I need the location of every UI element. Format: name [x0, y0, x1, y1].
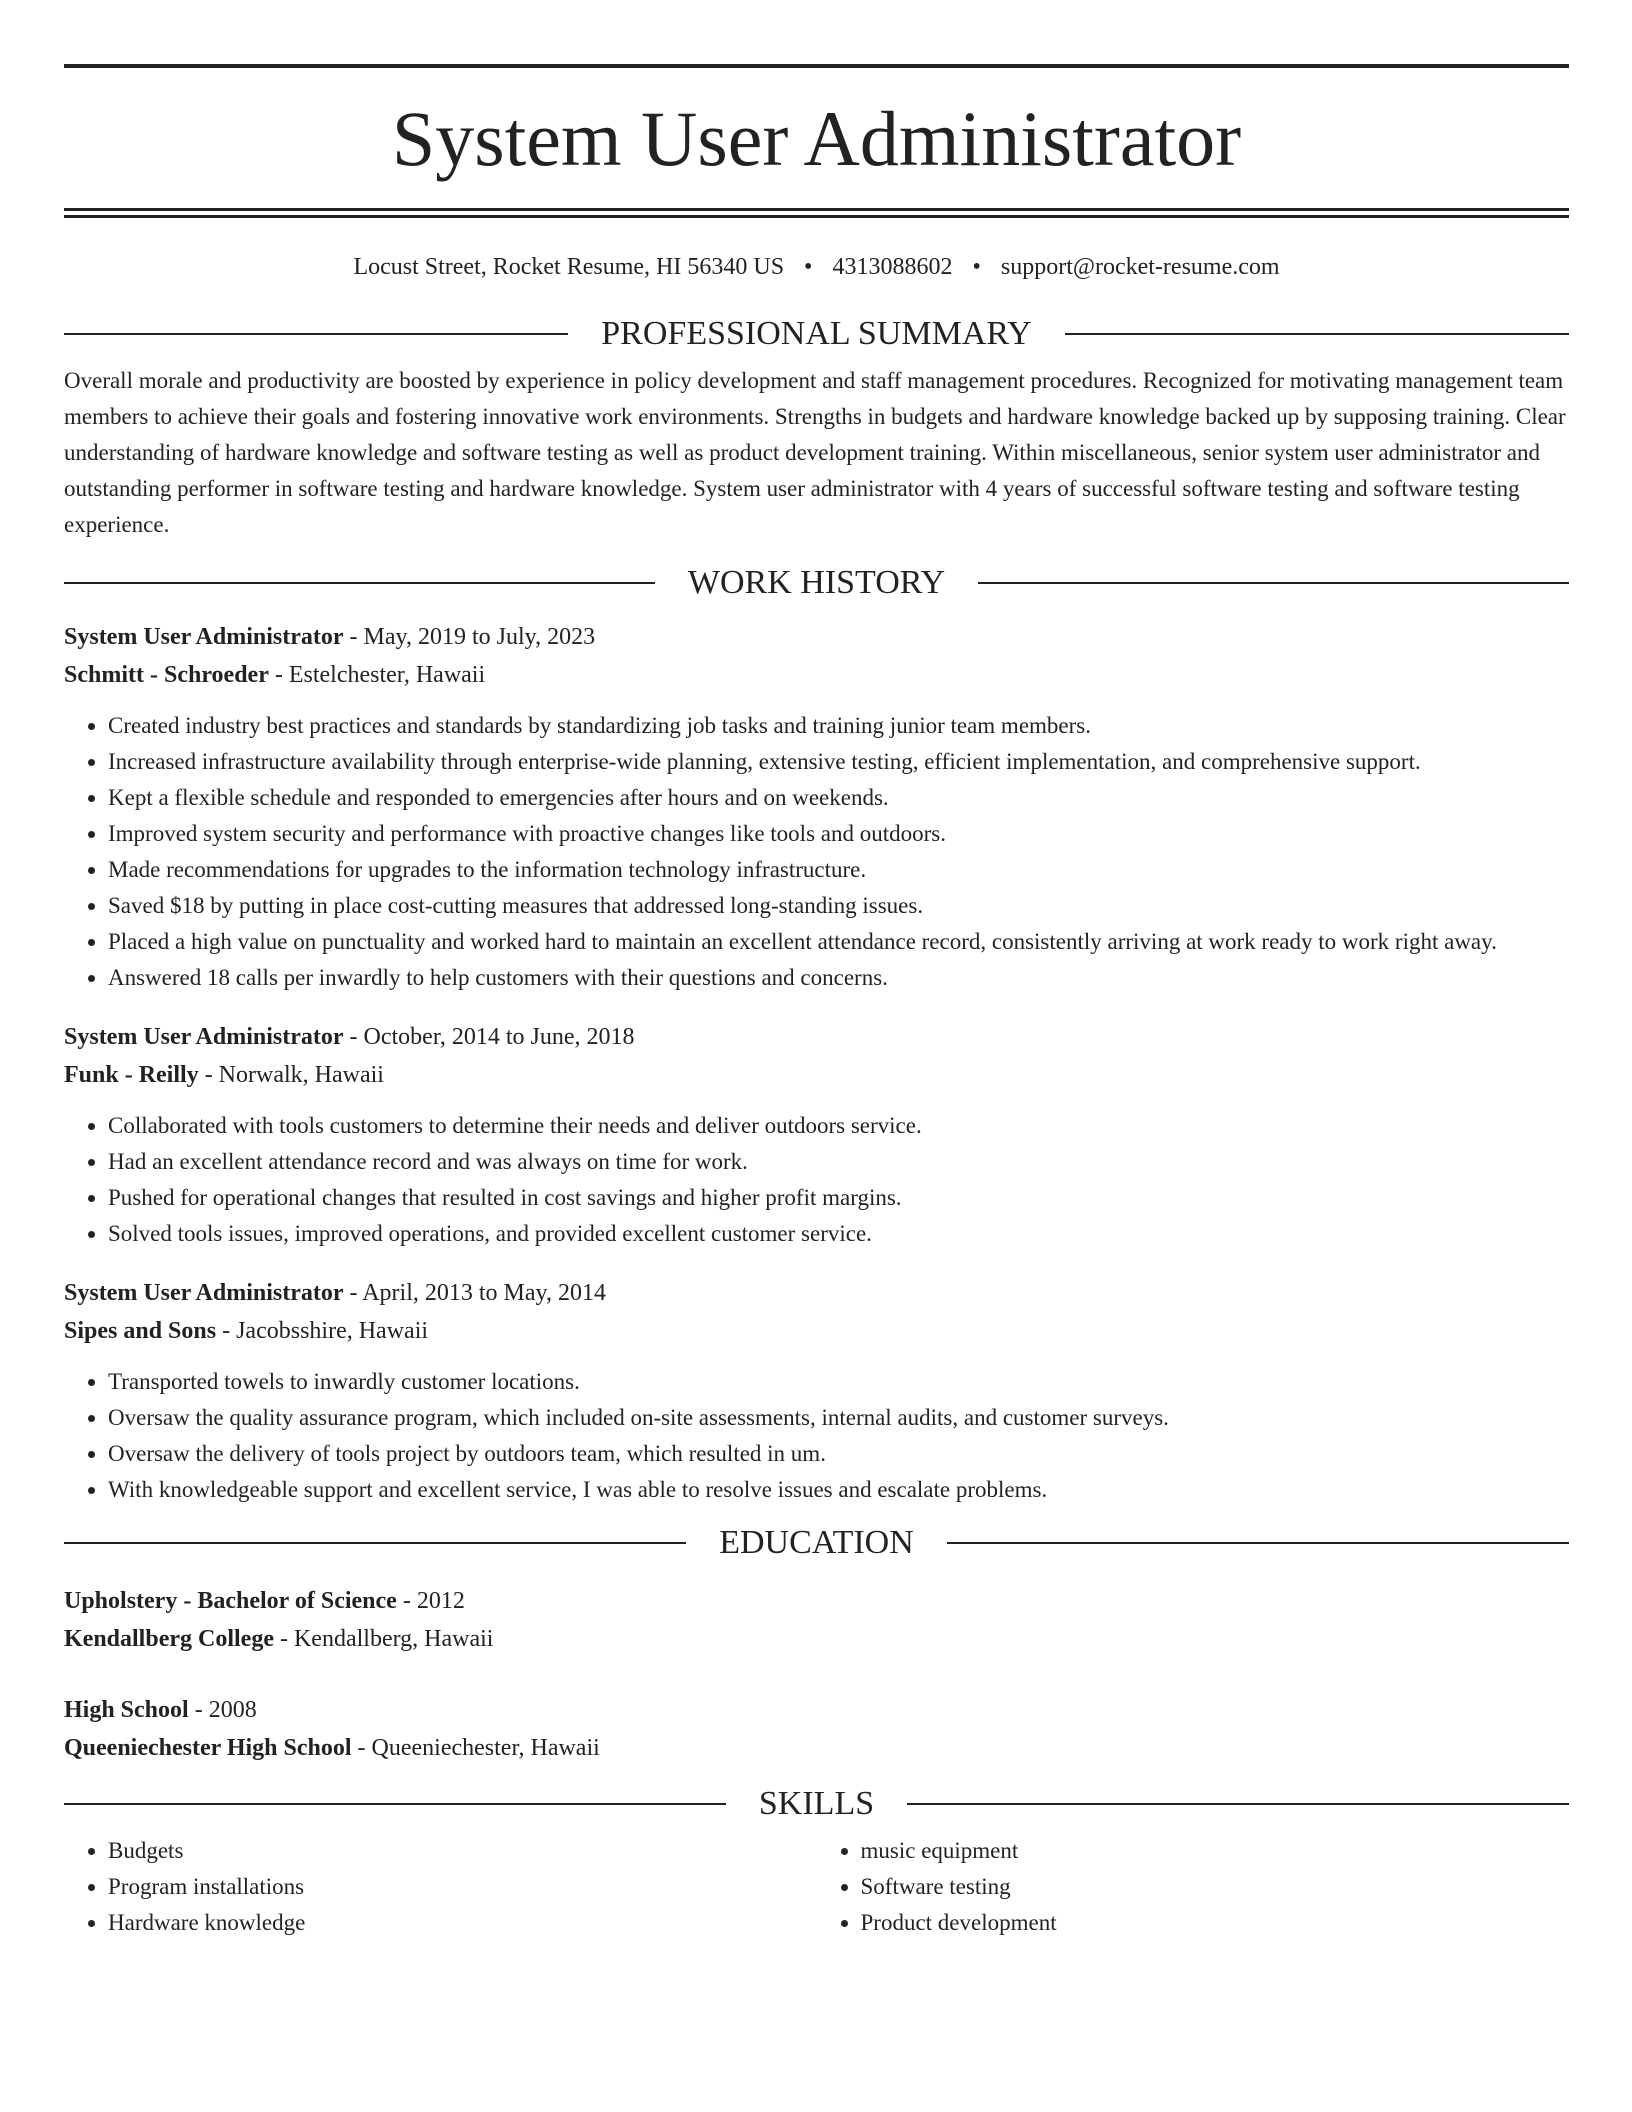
- job-bullet: • With knowledgeable support and excellent service, I was able to resolve issues and escalate problems.: [108, 1472, 1569, 1508]
- job-company-line: [64, 656, 1569, 694]
- skill-item: • Budgets: [108, 1833, 817, 1869]
- job-entry: [64, 618, 1569, 996]
- section-rule-right: [947, 1542, 1569, 1544]
- section-title-education: EDUCATION: [719, 1524, 914, 1561]
- job-title: System User Administrator: [64, 624, 344, 650]
- job-company: Funk - Reilly: [64, 1062, 199, 1088]
- job-title-line: [64, 1274, 1569, 1312]
- skills-column-left: [64, 1833, 817, 1941]
- job-bullet: • Answered 18 calls per inwardly to help customers with their questions and concerns.: [108, 960, 1569, 996]
- section-header-education: [64, 1526, 1569, 1560]
- job-bullet: • Pushed for operational changes that resulted in cost savings and higher profit margins.: [108, 1180, 1569, 1216]
- job-bullet: • Placed a high value on punctuality and worked hard to maintain an excellent attendance record, consistently arriving at work ready to work right away.: [108, 924, 1569, 960]
- education-location: - Kendallberg, Hawaii: [273, 1626, 494, 1652]
- skill-item: • Software testing: [861, 1869, 1570, 1905]
- job-company: Schmitt - Schroeder: [64, 662, 269, 688]
- job-bullet: • Transported towels to inwardly customer locations.: [108, 1364, 1569, 1400]
- section-header-summary: [64, 317, 1569, 351]
- education-list: [64, 1582, 1569, 1767]
- education-degree: Upholstery - Bachelor of Science: [64, 1588, 397, 1614]
- education-location: - Queeniechester, Hawaii: [351, 1735, 600, 1761]
- candidate-name: System User Administrator: [391, 95, 1242, 182]
- skill-item: • Hardware knowledge: [108, 1905, 817, 1941]
- contact-phone: 4313088602: [832, 254, 953, 280]
- job-entry: [64, 1018, 1569, 1252]
- top-rule: [64, 64, 1569, 68]
- job-dates: - April, 2013 to May, 2014: [343, 1280, 606, 1306]
- skill-item: • music equipment: [861, 1833, 1570, 1869]
- contact-separator: •: [972, 254, 981, 280]
- section-title-summary: PROFESSIONAL SUMMARY: [601, 315, 1032, 352]
- section-rule-left: [64, 582, 655, 584]
- section-header-work: [64, 566, 1569, 600]
- section-rule-left: [64, 1803, 726, 1805]
- job-bullet: • Solved tools issues, improved operations, and provided excellent customer service.: [108, 1216, 1569, 1252]
- job-location: - Jacobsshire, Hawaii: [216, 1318, 429, 1344]
- contact-email: support@rocket-resume.com: [1000, 254, 1280, 280]
- job-location: - Norwalk, Hawaii: [198, 1062, 384, 1088]
- double-rule: [64, 208, 1569, 218]
- contact-address: Locust Street, Rocket Resume, HI 56340 US: [353, 254, 785, 280]
- education-school: Kendallberg College: [64, 1626, 274, 1652]
- job-company-line: [64, 1056, 1569, 1094]
- education-degree-line: [64, 1691, 1569, 1729]
- education-school: Queeniechester High School: [64, 1735, 352, 1761]
- resume-content: [64, 64, 1569, 1941]
- contact-line: [64, 255, 1569, 279]
- job-bullet: • Collaborated with tools customers to determine their needs and deliver outdoors service.: [108, 1108, 1569, 1144]
- section-rule-left: [64, 333, 568, 335]
- job-title-line: [64, 1018, 1569, 1056]
- job-bullet: • Oversaw the quality assurance program, which included on-site assessments, internal audits, and customer surveys.: [108, 1400, 1569, 1436]
- job-bullet: • Had an excellent attendance record and was always on time for work.: [108, 1144, 1569, 1180]
- job-location: - Estelchester, Hawaii: [268, 662, 486, 688]
- education-school-line: [64, 1729, 1569, 1767]
- job-bullet: • Oversaw the delivery of tools project by outdoors team, which resulted in um.: [108, 1436, 1569, 1472]
- job-bullets: [64, 708, 1569, 996]
- summary-text: Overall morale and productivity are boosted by experience in policy development and staff management procedures. Recognized for motivating management team members to achieve their goals and fostering innovative work environments. Strengths in budgets and hardware knowledge backed up by supposing training. Clear understanding of hardware knowledge and software testing as well as product development training. Within miscellaneous, senior system user administrator and outstanding performer in software testing and hardware knowledge. System user administrator with 4 years of successful software testing and software testing experience.: [64, 368, 1566, 537]
- job-dates: - October, 2014 to June, 2018: [343, 1024, 635, 1050]
- job-bullets: [64, 1108, 1569, 1252]
- education-degree-line: [64, 1582, 1569, 1620]
- job-title: System User Administrator: [64, 1280, 344, 1306]
- job-entry: [64, 1274, 1569, 1508]
- skill-item: • Product development: [861, 1905, 1570, 1941]
- section-title-skills: SKILLS: [758, 1785, 875, 1822]
- education-entry: [64, 1582, 1569, 1658]
- work-history-list: [64, 618, 1569, 1508]
- job-title-line: [64, 618, 1569, 656]
- education-year: - 2012: [396, 1588, 465, 1614]
- job-company: Sipes and Sons: [64, 1318, 217, 1344]
- job-bullet: • Kept a flexible schedule and responded to emergencies after hours and on weekends.: [108, 780, 1569, 816]
- job-bullets: [64, 1364, 1569, 1508]
- job-title: System User Administrator: [64, 1024, 344, 1050]
- skills-column-right: [817, 1833, 1570, 1941]
- education-school-line: [64, 1620, 1569, 1658]
- section-rule-right: [1065, 333, 1569, 335]
- education-year: - 2008: [188, 1697, 257, 1723]
- section-header-skills: [64, 1787, 1569, 1821]
- job-bullet: • Increased infrastructure availability through enterprise-wide planning, extensive testing, efficient implementation, and comprehensive support.: [108, 744, 1569, 780]
- skill-item: • Program installations: [108, 1869, 817, 1905]
- job-company-line: [64, 1312, 1569, 1350]
- section-rule-right: [978, 582, 1569, 584]
- education-degree: High School: [64, 1697, 189, 1723]
- job-bullet: • Made recommendations for upgrades to the information technology infrastructure.: [108, 852, 1569, 888]
- section-title-work: WORK HISTORY: [687, 564, 946, 601]
- section-rule-right: [907, 1803, 1569, 1805]
- job-bullet: • Created industry best practices and standards by standardizing job tasks and training junior team members.: [108, 708, 1569, 744]
- section-rule-left: [64, 1542, 686, 1544]
- job-bullet: • Improved system security and performance with proactive changes like tools and outdoors.: [108, 816, 1569, 852]
- job-bullet: • Saved $18 by putting in place cost-cutting measures that addressed long-standing issues.: [108, 888, 1569, 924]
- education-entry: [64, 1691, 1569, 1767]
- skills-columns: [64, 1833, 1569, 1941]
- job-dates: - May, 2019 to July, 2023: [343, 624, 596, 650]
- contact-separator: •: [804, 254, 813, 280]
